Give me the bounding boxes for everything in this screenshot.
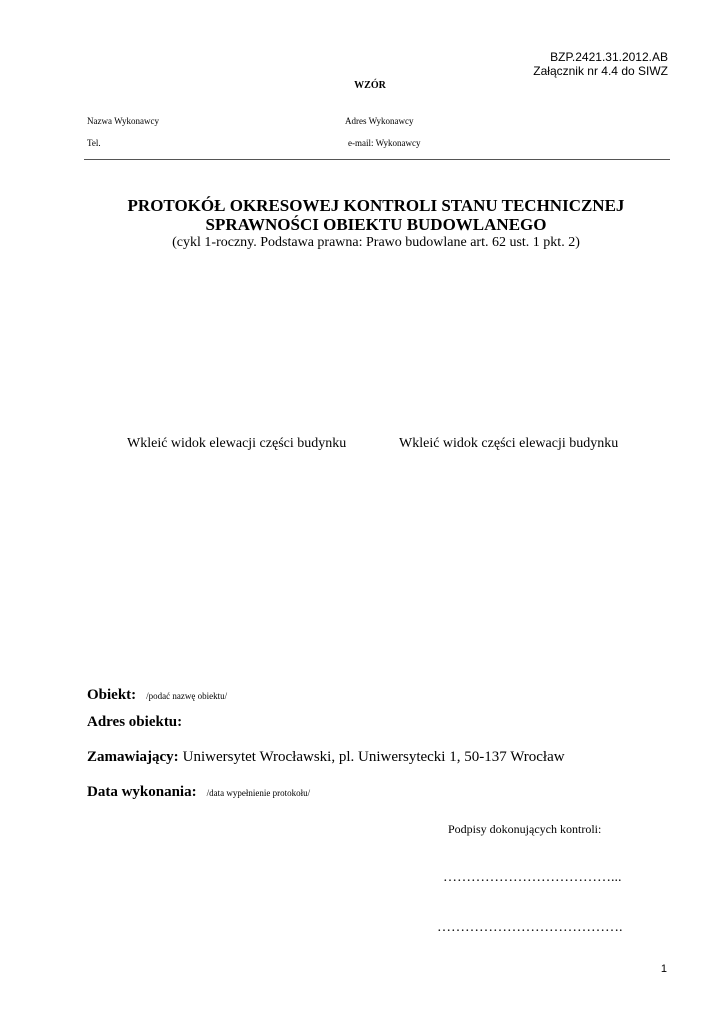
page-number: 1 (660, 963, 667, 975)
reference-block (533, 50, 668, 78)
title-line-1: PROTOKÓŁ OKRESOWEJ KONTROLI STANU TECHNICZNEJ (127, 196, 625, 215)
title-subtitle: (cykl 1-roczny. Podstawa prawna: Prawo budowlane art. 62 ust. 1 pkt. 2) (172, 235, 580, 250)
document-title (0, 196, 724, 251)
date-label: Data wykonania: (87, 784, 197, 800)
contractor-address-label: Adres Wykonawcy (345, 116, 414, 126)
attachment-label: Załącznik nr 4.4 do SIWZ (533, 64, 668, 78)
signatures-label: Podpisy dokonujących kontroli: (448, 822, 602, 836)
address-label: Adres obiektu: (87, 714, 183, 730)
client-label: Zamawiający: (87, 749, 179, 765)
object-label: Obiekt: (87, 687, 137, 703)
date-field (87, 783, 310, 801)
header-divider (84, 159, 670, 160)
email-label: e-mail: Wykonawcy (348, 138, 421, 148)
signature-line-2: …………………………………. (437, 920, 623, 935)
date-hint: /data wypełnienie protokołu/ (206, 788, 311, 798)
reference-number: BZP.2421.31.2012.AB (550, 50, 668, 64)
image-placeholder-left: Wkleić widok elewacji części budynku (127, 436, 347, 451)
object-field (87, 686, 227, 704)
signature-line-1: ………………………………... (443, 870, 622, 885)
contractor-name-label: Nazwa Wykonawcy (87, 116, 160, 126)
client-field (87, 748, 565, 766)
object-hint: /podać nazwę obiektu/ (146, 691, 228, 701)
title-line-2: SPRAWNOŚCI OBIEKTU BUDOWLANEGO (205, 215, 547, 234)
image-placeholder-right: Wkleić widok części elewacji budynku (399, 436, 619, 451)
tel-label: Tel. (87, 138, 101, 148)
template-label: WZÓR (354, 80, 386, 91)
client-value: Uniwersytet Wrocławski, pl. Uniwersytecki 1, 50-137 Wrocław (182, 749, 565, 765)
